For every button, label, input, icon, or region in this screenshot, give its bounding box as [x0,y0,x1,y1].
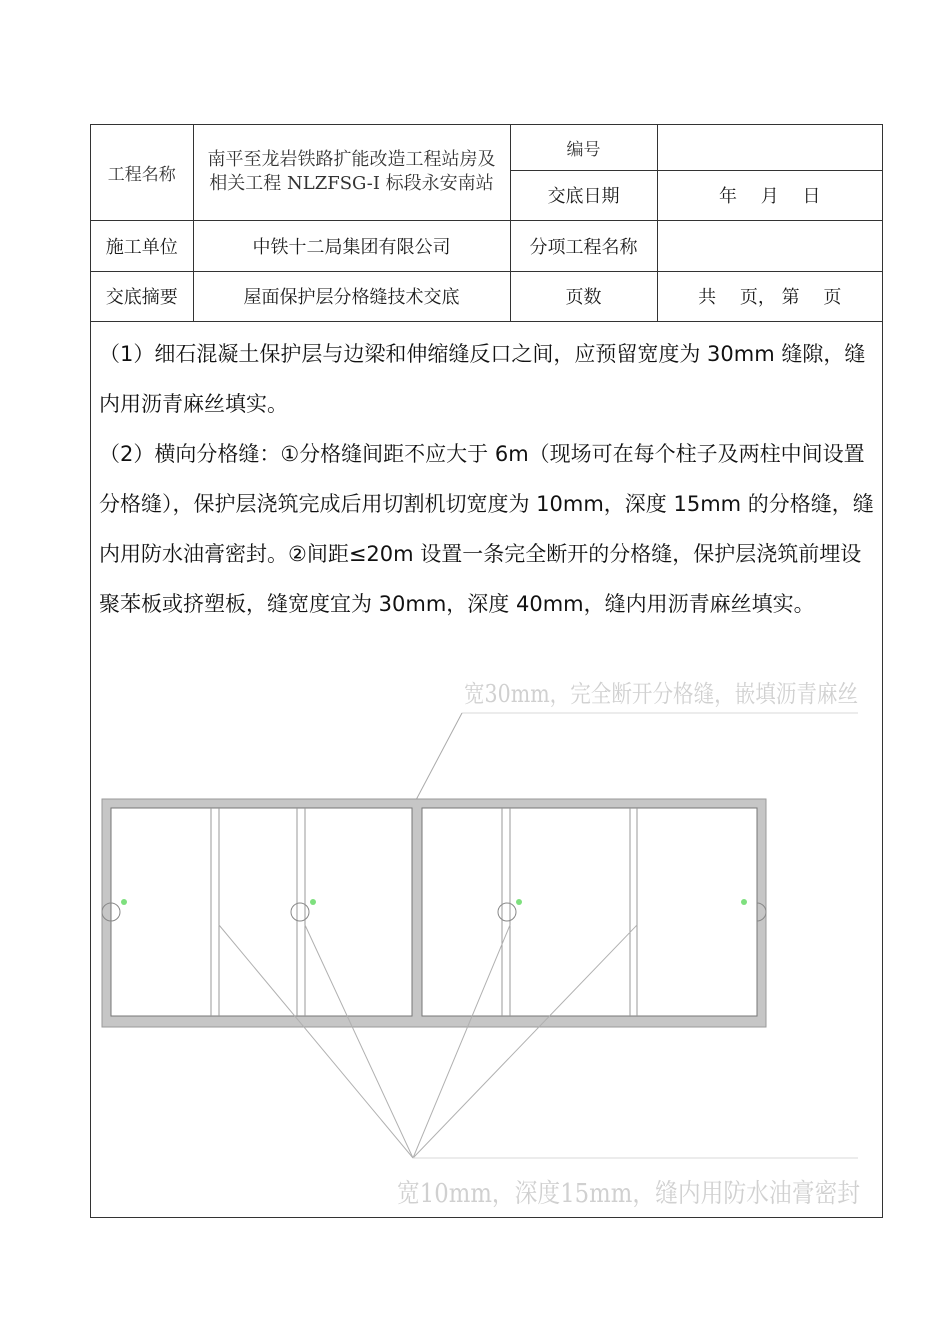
project-name-line1: 南平至龙岩铁路扩能改造工程站房及 [207,149,496,171]
unit-value: 中铁十二局集团有限公司 [193,220,510,271]
project-label: 工程名称 [91,125,193,220]
unit-label: 施工单位 [91,220,193,271]
pages-value: 共 页， 第 页 [657,271,882,321]
project-name-line2: 相关工程 NLZFSG-I 标段永安南站 [209,173,494,195]
bottom-note: 宽10mm，深度15mm，缝内用防水油膏密封 [397,1179,860,1209]
date-label: 交底日期 [510,170,657,220]
top-note: 宽30mm，完全断开分格缝，嵌填沥青麻丝 [464,680,858,708]
bay-left [111,808,412,1016]
summary-value: 屋面保护层分格缝技术交底 [193,271,510,321]
subproject-label: 分项工程名称 [510,220,657,271]
top-leader-line [416,713,462,800]
summary-label: 交底摘要 [91,271,193,321]
date-value: 年 月 日 [657,170,882,220]
pages-label: 页数 [510,271,657,321]
paragraph-1: （1）细石混凝土保护层与边梁和伸缩缝反口之间，应预留宽度为 30mm 缝隙，缝内用沥青麻丝填实。 [99,342,866,416]
number-label: 编号 [510,125,657,170]
bay-right [422,808,757,1016]
paragraph-2: （2）横向分格缝：①分格缝间距不应大于 6m（现场可在每个柱子及两柱中间设置分格缝），保护层浇筑完成后用切割机切宽度为 10mm，深度 15mm 的分格缝，缝内用防水油膏密封。②间距≤20m 设置一条完全断开的分格缝，保护层浇筑前埋设聚苯板或挤塑板，缝宽度宜为 30mm，深度 40mm，缝内用沥青麻丝填实。 [99,442,874,616]
